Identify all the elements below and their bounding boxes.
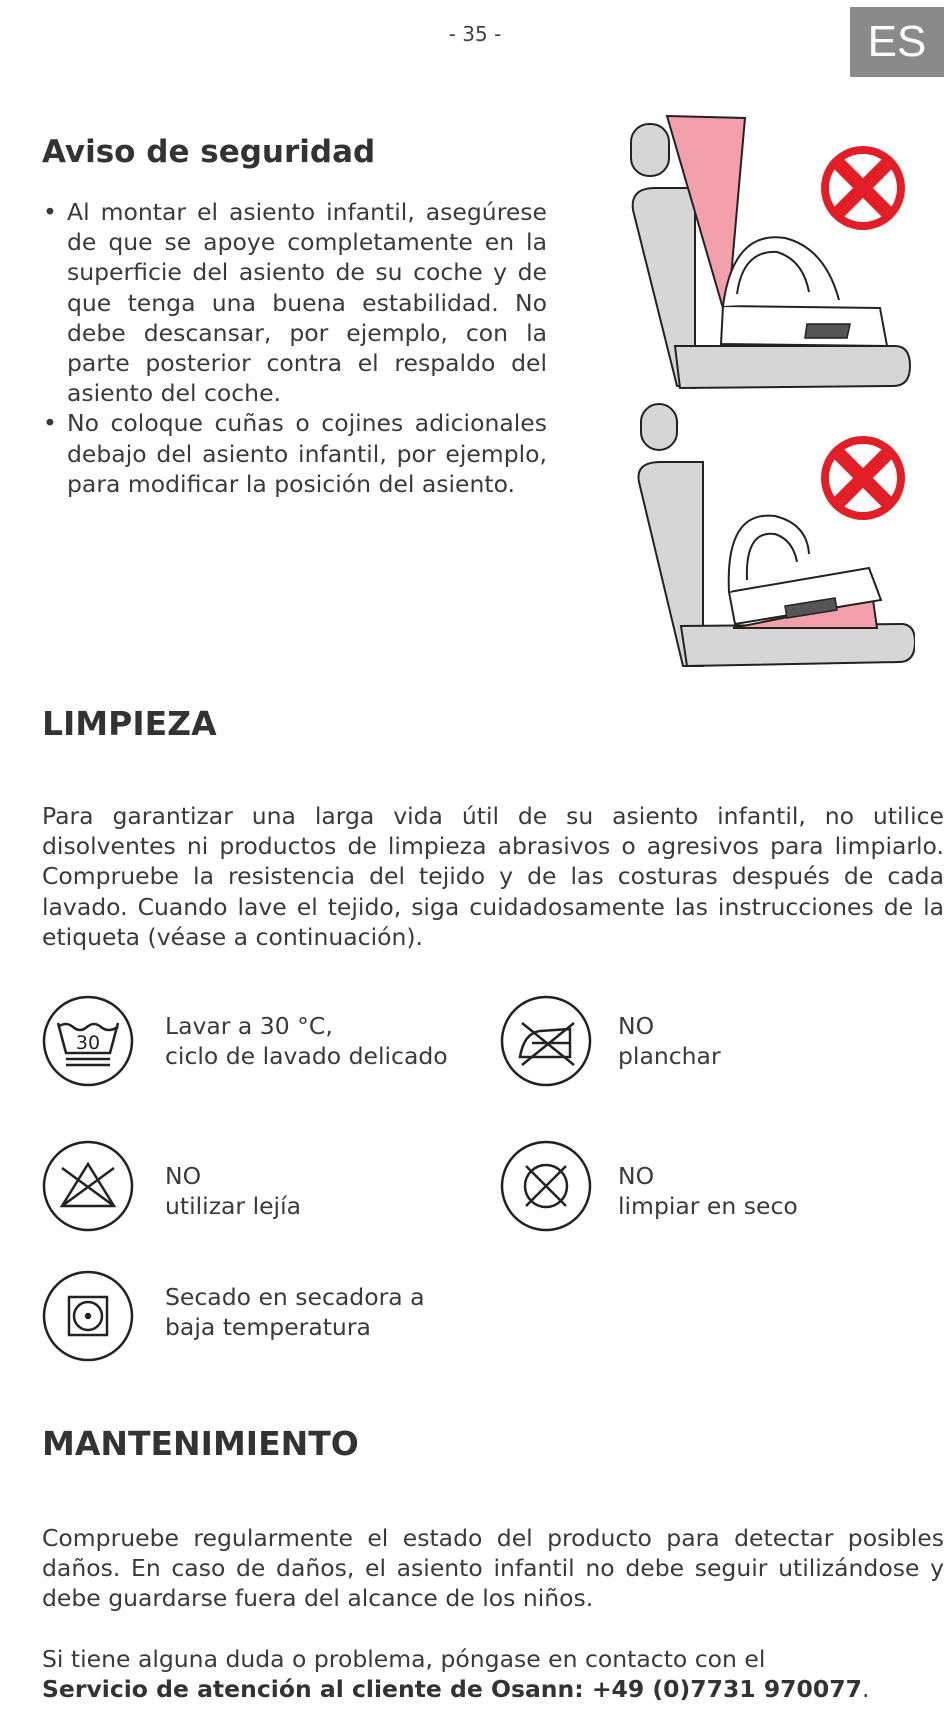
contact-end: .: [861, 1675, 870, 1704]
no-iron-icon: [500, 995, 592, 1087]
care-item-dry-clean: [618, 1161, 798, 1221]
language-badge: ES: [850, 7, 944, 77]
care-line: NO: [618, 1162, 655, 1190]
no-dry-clean-icon: [500, 1140, 592, 1232]
safety-title: Aviso de seguridad: [42, 134, 376, 170]
care-item-wash: [165, 1011, 448, 1071]
cleaning-title: LIMPIEZA: [42, 704, 217, 743]
safety-bullet-list: [42, 197, 547, 499]
care-item-tumble-dry: [165, 1282, 425, 1342]
care-item-bleach: [165, 1161, 301, 1221]
contact-paragraph: [42, 1644, 944, 1704]
care-line: Secado en secadora a: [165, 1283, 425, 1311]
maintenance-title: MANTENIMIENTO: [42, 1424, 359, 1463]
tumble-dry-low-icon: [42, 1270, 134, 1362]
prohibited-icon: [821, 436, 905, 520]
maintenance-paragraph: Compruebe regularmente el estado del producto para detectar posibles daños. En caso de daños, el asiento infantil no debe seguir utilizándose y debe guardarse fuera del alcance de los niños.: [42, 1524, 944, 1613]
care-line: NO: [618, 1012, 655, 1040]
safety-bullet: • Al montar el asiento infantil, asegúrese de que se apoye completamente en la superficie del asiento de su coche y de que tenga una buena estabilidad. No debe descansar, por ejemplo, con la parte posterior contra el respaldo del asiento del coche.: [42, 197, 547, 408]
safety-illustration: [625, 110, 915, 670]
care-line: limpiar en seco: [618, 1192, 798, 1221]
care-line: NO: [165, 1162, 202, 1190]
safety-bullet: • No coloque cuñas o cojines adicionales debajo del asiento infantil, por ejemplo, para modificar la posición del asiento.: [42, 408, 547, 499]
care-line: utilizar lejía: [165, 1192, 302, 1221]
wash-temperature-label: 30: [75, 1032, 101, 1054]
no-bleach-icon: [42, 1140, 134, 1232]
care-item-iron: [618, 1011, 721, 1071]
care-line: ciclo de lavado delicado: [165, 1042, 448, 1071]
care-line: Lavar a 30 °C,: [165, 1012, 333, 1040]
customer-service-contact: Servicio de atención al cliente de Osann: +49 (0)7731 970077: [42, 1675, 862, 1704]
cleaning-paragraph: Para garantizar una larga vida útil de su asiento infantil, no utilice disolventes ni productos de limpieza abrasivos o agresivos para limpiarlo. Compruebe la resistencia del tejido y de las costuras después de cada lavado. Cuando lave el tejido, siga cuidadosamente las instrucciones de la etiqueta (véase a continuación).: [42, 802, 944, 951]
page-number: - 35 -: [448, 22, 502, 46]
care-line: baja temperatura: [165, 1313, 371, 1342]
prohibited-icon: [821, 146, 905, 230]
contact-intro: Si tiene alguna duda o problema, póngase en contacto con el: [42, 1645, 766, 1673]
wash-30-icon: [42, 995, 134, 1087]
care-line: planchar: [618, 1042, 721, 1071]
